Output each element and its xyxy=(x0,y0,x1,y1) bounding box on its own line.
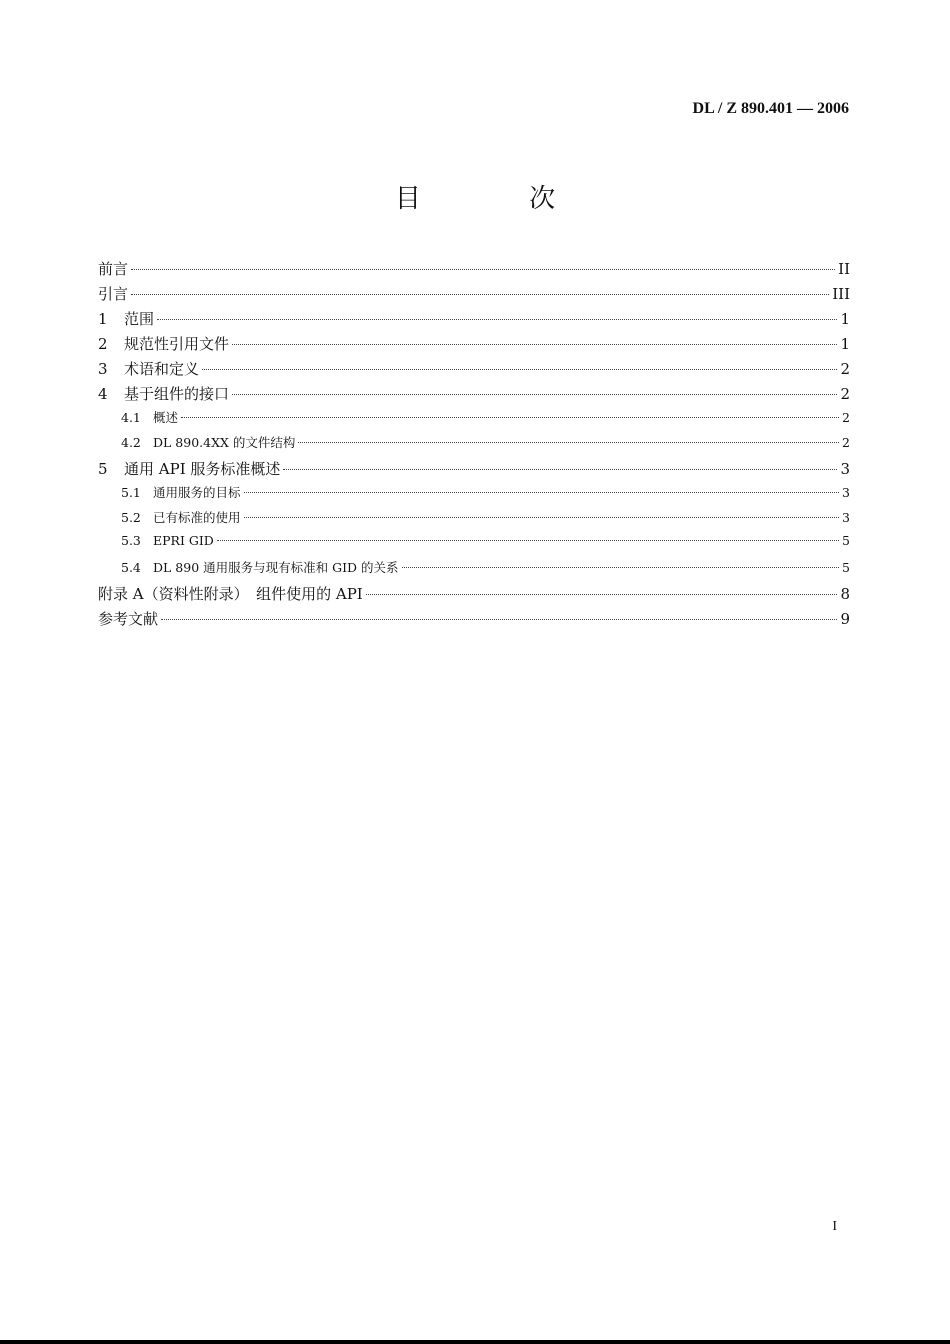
toc-entry-label: 概述 xyxy=(153,410,179,425)
toc-entry-number: 4.1 xyxy=(121,410,141,425)
toc-entry[interactable] xyxy=(98,383,850,408)
toc-entry-label: 规范性引用文件 xyxy=(124,335,230,353)
toc-entry[interactable] xyxy=(98,608,850,633)
dot-leader xyxy=(181,417,839,418)
dot-leader xyxy=(366,594,838,595)
toc-entry-label: 通用 API 服务标准概述 xyxy=(124,460,281,478)
page-title: 目 次 xyxy=(394,184,606,214)
toc-entry-number: 4.2 xyxy=(121,435,141,450)
toc-entry-number: 2 xyxy=(98,335,108,353)
toc-entry[interactable] xyxy=(98,308,850,333)
toc-entry-page: 2 xyxy=(840,360,850,378)
toc-entry-number: 5.4 xyxy=(121,560,141,575)
toc-entry-label: 基于组件的接口 xyxy=(124,385,230,403)
toc-entry-label: EPRI GID xyxy=(153,533,214,548)
toc-entry-number: 4 xyxy=(98,385,108,403)
toc-entry-number: 5.2 xyxy=(121,510,141,525)
toc-entry-label: 术语和定义 xyxy=(124,360,200,378)
toc-entry-page: II xyxy=(838,260,850,278)
bottom-divider xyxy=(0,1340,950,1344)
toc-entry-label: DL 890.4XX 的文件结构 xyxy=(153,435,296,450)
document-code: DL / Z 890.401 — 2006 xyxy=(692,100,849,117)
dot-leader xyxy=(232,394,837,395)
toc-entry[interactable] xyxy=(98,483,850,508)
dot-leader xyxy=(244,517,839,518)
toc-entry-label: 范围 xyxy=(124,310,155,328)
toc-entry-page: 5 xyxy=(842,533,850,548)
dot-leader xyxy=(131,269,835,270)
toc-entry-page: 2 xyxy=(842,410,850,425)
toc-entry[interactable] xyxy=(98,408,850,433)
toc-entry-page: 9 xyxy=(840,610,850,628)
dot-leader xyxy=(283,469,837,470)
toc-entry-number: 5.1 xyxy=(121,485,141,500)
toc-entry[interactable] xyxy=(98,258,850,283)
dot-leader xyxy=(402,567,839,568)
dot-leader xyxy=(217,540,839,541)
toc-entry[interactable] xyxy=(98,558,850,583)
toc-entry[interactable] xyxy=(98,583,850,608)
dot-leader xyxy=(157,319,837,320)
dot-leader xyxy=(131,294,829,295)
dot-leader xyxy=(232,344,837,345)
toc-entry[interactable] xyxy=(98,333,850,358)
toc-entry-page: 1 xyxy=(840,310,850,328)
toc-entry-label: 参考文献 xyxy=(98,610,159,628)
toc-entry-label: 附录 A（资料性附录） 组件使用的 API xyxy=(98,585,363,603)
toc-entry-number: 5 xyxy=(98,460,108,478)
toc-entry-page: 3 xyxy=(842,485,850,500)
toc-entry-number: 5.3 xyxy=(121,533,141,548)
toc-entry[interactable] xyxy=(98,508,850,533)
toc-entry[interactable] xyxy=(98,533,850,558)
toc-entry-page: 3 xyxy=(840,460,850,478)
page-number: I xyxy=(832,1219,837,1234)
toc-entry-page: 2 xyxy=(840,385,850,403)
toc-entry[interactable] xyxy=(98,283,850,308)
toc-entry-label: 引言 xyxy=(98,285,129,303)
toc-entry[interactable] xyxy=(98,433,850,458)
toc-entry[interactable] xyxy=(98,458,850,483)
dot-leader xyxy=(202,369,837,370)
toc-entry-label: 前言 xyxy=(98,260,129,278)
toc-entry-label: 通用服务的目标 xyxy=(153,485,241,500)
dot-leader xyxy=(161,619,837,620)
toc-entry-page: 8 xyxy=(840,585,850,603)
toc-entry-page: 5 xyxy=(842,560,850,575)
toc-entry-number: 1 xyxy=(98,310,108,328)
toc-entry-page: 1 xyxy=(840,335,850,353)
toc-entry-page: 2 xyxy=(842,435,850,450)
dot-leader xyxy=(298,442,839,443)
toc-entry-label: DL 890 通用服务与现有标准和 GID 的关系 xyxy=(153,560,399,575)
toc-entry[interactable] xyxy=(98,358,850,383)
table-of-contents xyxy=(98,258,850,633)
toc-entry-page: III xyxy=(832,285,850,303)
dot-leader xyxy=(244,492,839,493)
toc-entry-label: 已有标准的使用 xyxy=(153,510,241,525)
toc-entry-number: 3 xyxy=(98,360,108,378)
toc-entry-page: 3 xyxy=(842,510,850,525)
